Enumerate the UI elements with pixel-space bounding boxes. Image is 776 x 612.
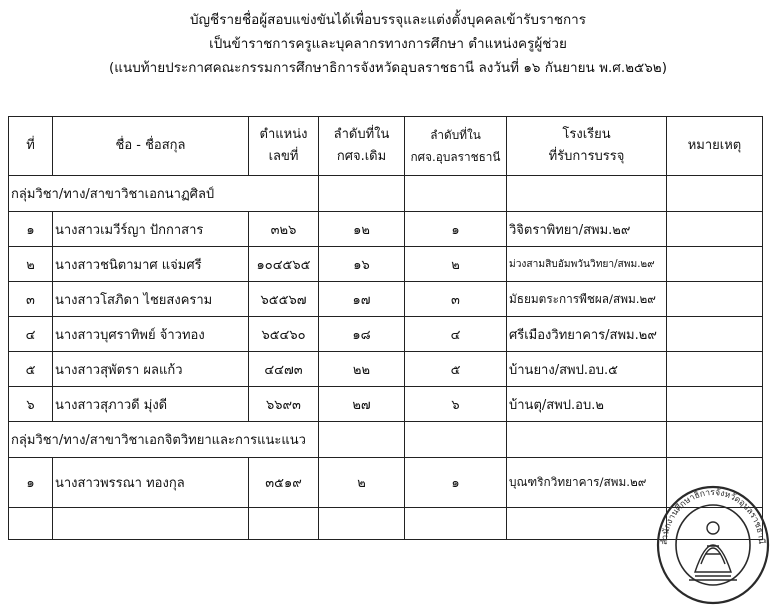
cell-rank-ubon: ๕ [405,352,507,387]
empty-cell [507,176,667,212]
cell-rank-orig: ๒ [319,458,405,508]
cell-rank-orig: ๑๗ [319,282,405,317]
cell-remark [667,282,763,317]
cell-no: ๖ [9,387,53,422]
roster-table [8,116,763,540]
cell-rank-orig: ๑๖ [319,247,405,282]
col-header-rank-ubon: ลำดับที่ใน กศจ.อุบลราชธานี [405,117,507,176]
table-row [9,387,763,422]
cell-name: นางสาวเมวีร์ญา ปักกาสาร [53,212,249,247]
cell-school: บ้านตุ/สพป.อบ.๒ [507,387,667,422]
cell-name: นางสาวโสภิดา ไชยสงคราม [53,282,249,317]
official-seal-stamp [655,484,771,606]
cell-rank-orig: ๑๒ [319,212,405,247]
cell-position: ๔๔๗๓ [249,352,319,387]
table-row [9,317,763,352]
cell-position: ๖๕๔๖๐ [249,317,319,352]
cell-remark [667,387,763,422]
cell-no: ๑ [9,212,53,247]
document-title [0,8,776,80]
empty-cell [667,176,763,212]
cell-remark [667,247,763,282]
cell-rank-orig: ๑๘ [319,317,405,352]
cell-rank-ubon: ๒ [405,247,507,282]
cell-name: นางสาวสุภาวดี มุ่งดี [53,387,249,422]
cell-name: นางสาวพรรณา ทองกุล [53,458,249,508]
cell-rank-ubon: ๑ [405,458,507,508]
table-row [9,212,763,247]
cell-position: ๑๐๔๕๖๕ [249,247,319,282]
empty-cell [405,508,507,540]
cell-rank-ubon: ๓ [405,282,507,317]
table-row [9,352,763,387]
empty-cell [9,508,53,540]
empty-cell [319,508,405,540]
svg-text:สำนักงานศึกษาธิการจังหวัดอุบลร [660,488,767,545]
cell-school: ม่วงสามสิบอัมพวันวิทยา/สพม.๒๙ [507,247,667,282]
empty-cell [319,422,405,458]
cell-school: ศรีเมืองวิทยาคาร/สพม.๒๙ [507,317,667,352]
seal-emblem [689,522,737,580]
col-header-remark: หมายเหตุ [667,117,763,176]
cell-remark [667,212,763,247]
empty-cell [405,176,507,212]
cell-rank-orig: ๒๗ [319,387,405,422]
table-row [9,458,763,508]
cell-name: นางสาวบุศราทิพย์ จ้าวทอง [53,317,249,352]
cell-no: ๓ [9,282,53,317]
cell-name: นางสาวชนิตามาศ แจ่มศรี [53,247,249,282]
col-header-no: ที่ [9,117,53,176]
cell-name: นางสาวสุพัตรา ผลแก้ว [53,352,249,387]
title-line-2: เป็นข้าราชการครูและบุคลากรทางการศึกษา ตำแหน่งครูผู้ช่วย [209,36,567,52]
group-title: กลุ่มวิชา/ทาง/สาขาวิชาเอกจิตวิทยาและการแนะแนว [9,422,319,458]
cell-school: มัธยมตระการพืชผล/สพม.๒๙ [507,282,667,317]
col-header-school: โรงเรียน ที่รับการบรรจุ [507,117,667,176]
cell-rank-orig: ๒๒ [319,352,405,387]
title-line-1: บัญชีรายชื่อผู้สอบแข่งขันได้เพื่อบรรจุและแต่งตั้งบุคคลเข้ารับราชการ [189,12,586,28]
cell-school: บุณฑริกวิทยาคาร/สพม.๒๙ [507,458,667,508]
cell-no: ๕ [9,352,53,387]
seal-text: สำนักงานศึกษาธิการจังหวัดอุบลราชธานี [659,487,767,546]
empty-cell [507,508,667,540]
cell-remark [667,317,763,352]
title-line-3: (แนบท้ายประกาศคณะกรรมการศึกษาธิการจังหวัดอุบลราชธานี ลงวันที่ ๑๖ กันยายน พ.ศ.๒๕๖๒) [109,60,667,76]
empty-cell [667,422,763,458]
table-row-empty [9,508,763,540]
cell-rank-ubon: ๖ [405,387,507,422]
col-header-position: ตำแหน่ง เลขที่ [249,117,319,176]
header-row [9,117,763,176]
cell-school: วิจิตราพิทยา/สพม.๒๙ [507,212,667,247]
cell-position: ๓๒๖ [249,212,319,247]
table-row [9,282,763,317]
cell-position: ๖๖๙๓ [249,387,319,422]
cell-school: บ้านยาง/สพป.อบ.๕ [507,352,667,387]
cell-rank-ubon: ๔ [405,317,507,352]
cell-position: ๓๕๑๙ [249,458,319,508]
cell-no: ๒ [9,247,53,282]
table-row [9,247,763,282]
empty-cell [53,508,249,540]
group-header-row [9,176,763,212]
cell-position: ๖๕๕๖๗ [249,282,319,317]
cell-rank-ubon: ๑ [405,212,507,247]
empty-cell [405,422,507,458]
empty-cell [319,176,405,212]
empty-cell [249,508,319,540]
group-title: กลุ่มวิชา/ทาง/สาขาวิชาเอกนาฏศิลป์ [9,176,319,212]
col-header-name: ชื่อ - ชื่อสกุล [53,117,249,176]
col-header-rank-orig: ลำดับที่ใน กศจ.เดิม [319,117,405,176]
group-header-row [9,422,763,458]
cell-no: ๔ [9,317,53,352]
empty-cell [507,422,667,458]
cell-remark [667,352,763,387]
cell-no: ๑ [9,458,53,508]
